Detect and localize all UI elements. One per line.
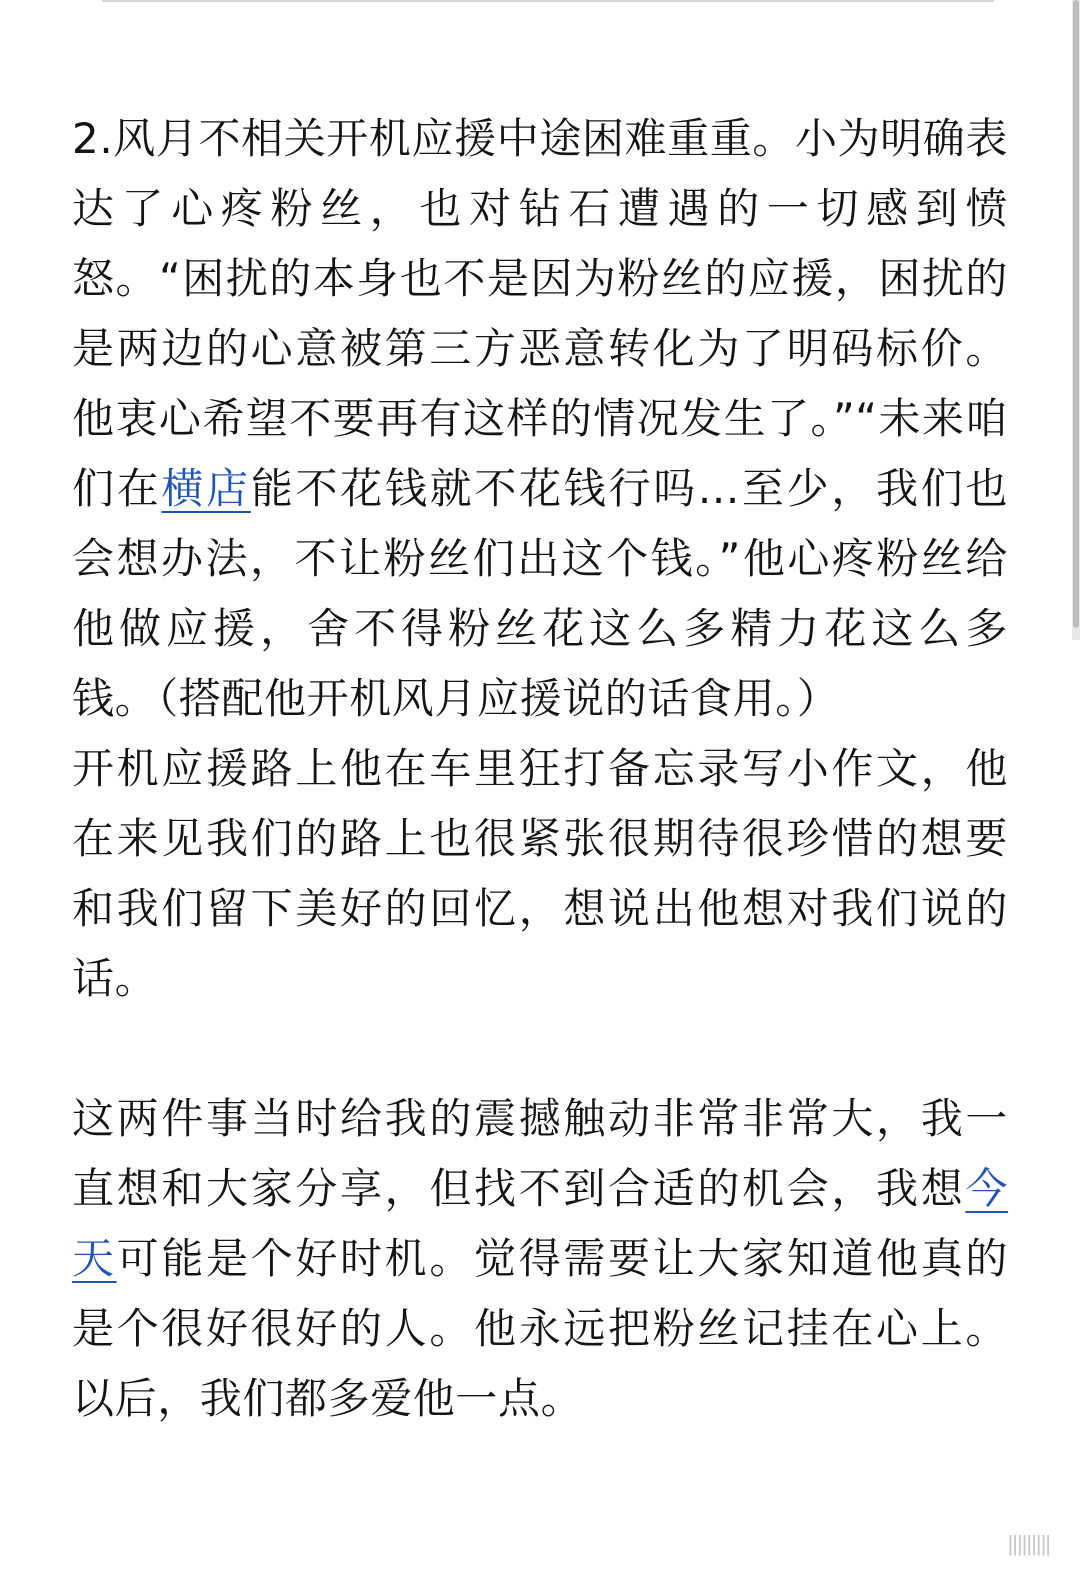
paragraph-conclusion [72,1084,1008,1434]
paragraph-text: 这两件事当时给我的震撼触动非常非常大，我一直想和大家分享，但找不到合适的机会，我想 [72,1094,1008,1213]
scrollbar-thumb[interactable] [1073,0,1079,628]
paragraph-fengyue-support [72,104,1008,734]
paragraph-spacer [72,1014,1008,1084]
scrollbar[interactable] [1072,0,1080,640]
paragraph-text: 2.风月不相关开机应援中途困难重重。小为明确表达了心疼粉丝，也对钻石遭遇的一切感到愤怒。“困扰的本身也不是因为粉丝的应援，困扰的是两边的心意被第三方恶意转化为了明码标价。他衷心希望不要再有这样的情况发生了。”“未来咱们在 [72,114,1008,513]
watermark: ||||||||| [1007,1531,1050,1556]
paragraph-text: 可能是个好时机。觉得需要让大家知道他真的是个很好很好的人。他永远把粉丝记挂在心上。以后，我们都多爱他一点。 [72,1234,1008,1423]
top-divider [102,0,994,2]
today-topic-link[interactable]: 今天 [72,1164,1008,1283]
hengdian-topic-link[interactable]: 横店 [161,464,251,513]
paragraph-memo-essay: 开机应援路上他在车里狂打备忘录写小作文，他在来见我们的路上也很紧张很期待很珍惜的想要和我们留下美好的回忆，想说出他想对我们说的话。 [72,744,1008,1003]
article-body [72,104,1008,1434]
paragraph-text: 能不花钱就不花钱行吗...至少，我们也会想办法，不让粉丝们出这个钱。”他心疼粉丝给他做应援，舍不得粉丝花这么多精力花这么多钱。（搭配他开机风月应援说的话食用。） [72,464,1009,723]
